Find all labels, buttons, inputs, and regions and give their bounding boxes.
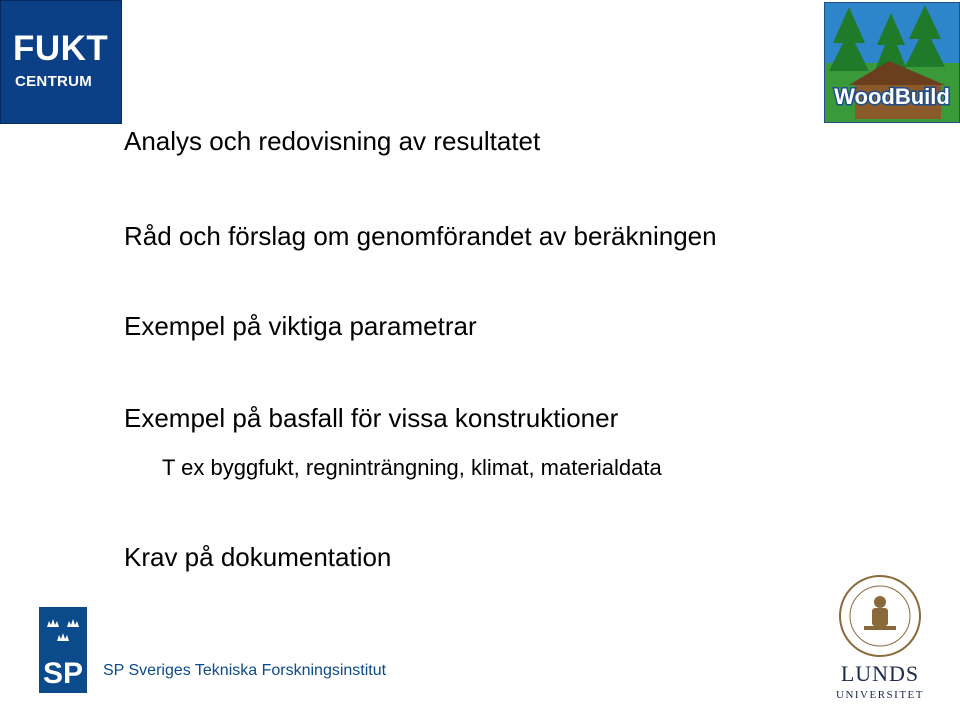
sp-logo-emblem [39,607,87,693]
lund-logo-line1: LUNDS [840,661,920,686]
fukt-logo-line1: FUKT [13,29,109,68]
text-line-4: Exempel på basfall för vissa konstruktioner [124,403,619,433]
sp-logo-mark: SP [42,657,84,690]
fukt-centrum-logo [0,0,122,124]
woodbuild-logo [824,2,960,123]
fukt-logo-line2: CENTRUM [15,73,93,90]
lunds-universitet-logo [820,568,940,704]
text-line-2: Råd och förslag om genomförandet av beräkningen [124,221,717,251]
woodbuild-logo-text: WoodBuild [834,84,950,109]
text-line-5: T ex byggfukt, regninträngning, klimat, materialdata [162,455,662,480]
sp-logo-text: SP Sveriges Tekniska Forskningsinstitut [103,662,387,679]
lund-logo-line2: UNIVERSITET [836,689,924,701]
text-line-6: Krav på dokumentation [124,542,392,572]
text-line-3: Exempel på viktiga parametrar [124,311,477,341]
text-line-1: Analys och redovisning av resultatet [124,126,541,156]
woodbuild-graphic [825,3,959,122]
